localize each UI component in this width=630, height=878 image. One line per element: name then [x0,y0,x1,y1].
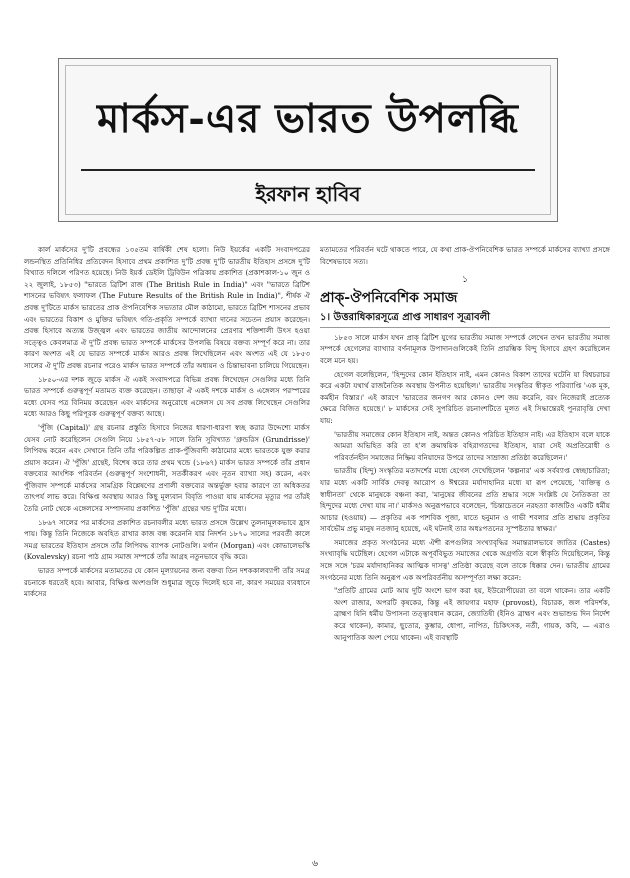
title-band [58,58,558,222]
body-paragraph: হেগেল বলেছিলেন, 'হিন্দুদের কোন ইতিহাস নাই, এমন কোনও বিকাশ তাদের ঘটেনি যা বিশ্বচরাচর করে একটা যথার্থ রাজনৈতিক অবস্থায় উপনীত হয়েছিল।' ভারতীয় সংস্কৃতির স্বীকৃত পরিব্যাপ্তি 'এক মূক, কর্মহীন বিস্তার।' এই কারণে 'ভারতের জনগণ আর কোনও দেশ জয় করেনি, বরং নিজেরাই প্রত্যেক ক্ষেত্রে বিজিত হয়েছে।' ৮ মার্কসের সেই সুপরিচিত রচনাংশটিতে মূলত এই সিদ্ধান্তেরই পুনরাবৃত্তি দেখা যায়: [320,369,610,425]
page-number: ৬ [312,859,318,869]
body-paragraph: ভারতীয় (হিন্দু) সংস্কৃতির মতাদর্শের মধ্যে হেগেল দেখেছিলেন 'কল্পনার' এক সর্বব্যাপ্ত স্বেচ্ছাচারিতা; যার মধ্যে একটি সার্বিক দেবত্ব আরোপ ও ঈশ্বরের মর্যাদাহানির মধ্যে যা রূপ পেয়েছে, 'ব্যক্তিত্ব ও স্বাধীনতা' থেকে মানুষকে বঞ্চনা করা, 'মানুষের জীবনের প্রতি শ্রদ্ধার সঙ্গে সংশ্লিষ্ট যে নৈতিকতা তা হিন্দুদের মধ্যে দেখা যায় না।' মার্কসও অনুরূপভাবে বলেছেন, 'চিন্তাচেতনে নরহত্যা কাজটিও একটি ধর্মীয় আচার (হওয়ায়) — প্রকৃতির এক পাশবিক পূজা, যাতে হনুমান ও গাভী শবলার প্রতি শ্রদ্ধায় প্রকৃতির সার্বভৌম প্রভু মানুষ নতজানু হয়েছে, এই ঘটনাই তার অধঃপতনের সুস্পষ্টতার স্বাক্ষর।' [320,466,610,534]
body-paragraph: 'পুঁজি (Capital)' গ্রন্থ রচনার প্রস্তুতি হিসাবে নিজের ধারণা-ধারণা স্বচ্ছ করার উদ্দেশ্যে মার্কস যেসব নোট করেছিলেন সেগুলি নিয়ে ১৮৫৭-৫৮ সালে তিনি সুবিখ্যাত 'গ্রুন্ডরিস (Grundrisse)' লিপিবদ্ধ করেন এবং সেখানে তিনি তাঁর পরিকল্পিত প্রাক-পুঁজিবাদী কাঠামোর মধ্যে ভারতকে যুক্ত করার প্রয়াস করেন। ঐ 'পুঁজি' গ্রন্থেই, বিশেষ করে তার প্রথম খন্ডে (১৮৬৭) মার্কস ভারত সম্পর্কে তাঁর প্রধান বক্তব্যের আংশিক পরিবর্তন (গুরুত্বপূর্ণ সংশোধনী, সতর্কীকরণ এবং নূতন ব্যাখ্যা সহ) করেন, এবং পুঁজিবাদ সম্পর্কে মার্কসের সামগ্রিক বিশ্লেষণের প্রণালী বক্তব্যের অন্তর্ভুক্ত হবার কারণে তা অধিকতর তাৎপর্য লাভ করে। বিক্ষিপ্ত অবস্থায় আরও কিছু মূল্যবান বিবৃতি পাওয়া যায় মার্কসের মৃত্যুর পর তাঁরই তৈরি নোট থেকে এঙ্গেলসের সম্পাদনায় প্রকাশিত 'পুঁজি' গ্রন্থের খন্ড দু'টির মধ্যে। [24,422,310,514]
subsection-title: ১। উত্তরাধিকারসূত্রে প্রাপ্ত সাধারণ সূত্রাবলী [320,311,610,328]
section-title: প্রাক্-ঔপনিবেশিক সমাজ [320,289,458,306]
body-paragraph: ভারত সম্পর্কে মার্কসের মতামতের যে কোন মূল্যায়নের জন্য বক্তব্য তিন দশককালব্যাপী তাঁর সমগ্র রচনাকে ধরতেই হবে। আবার, বিক্ষিপ্ত অংশগুলি শুধুমাত্র জুড়ে দিলেই হবে না, কারণ সময়ের ব্যবধানে মার্কসের [24,566,310,599]
body-paragraph: ১৮৫০-এর দশক জুড়ে মার্কস ঐ একই সংবাদপত্রে বিভিন্ন প্রবন্ধ লিখেছেন সেগুলির মধ্যে তিনি ভারত সম্পর্কে গুরুত্বপূর্ণ মতামত ব্যক্ত করেছেন। তাছাড়া ঐ একই দশকে মার্কস ও এঙ্গেলস পরস্পরের মধ্যে যেসব পত্র বিনিময় করেছেন এবং মার্কসের অনুরোধে এঙ্গেলস যে সব প্রবন্ধ লিখেছেন সেগুলির মধ্যে আরও কিছু পরিপূরক গুরুত্বপূর্ণ বক্তব্য আছে। [24,374,310,419]
body-paragraph: সমাজের প্রকৃত সংগঠনের মধ্যে ঐশী রূপগুলির সংখ্যাবৃদ্ধির সমান্তরালভাবে জাতির (Castes) সংখ্যাবৃদ্ধি ঘটেছিল। হেগেল এটাকে অপূর্ববিভুত সমাজের থেকে অগ্রগতি বলে স্বীকৃতি দিয়েছিলেন, কিন্তু সঙ্গে সঙ্গে 'চরম মর্যাদাহানিকর আত্মিক দাসত্ব' প্রতিষ্ঠা করেছে বলে তাকে ধিক্কার দেন। ভারতীয় গ্রামের সংগঠনের মধ্যে তিনি অনুরূপ এক অপরিবর্তনীয় অসম্পূর্ণতা লক্ষ্য করেন: [320,537,610,582]
title-rule [81,169,535,171]
body-paragraph: কার্ল মার্কসের দু'টি প্রবন্ধের ১৩৫তম বার্ষিকী শেষ হলো। নিউ ইয়র্কের একটি সংবাদপত্রের লন্ডনস্থিত প্রতিনিধির প্রতিবেদন হিসাবে প্রথম প্রকাশিত দু'টি প্রবন্ধ দু'টি ভারতীয় ইতিহাস প্রসঙ্গে দু'টি বিখ্যাত দলিলে পরিণত হয়েছে। নিউ ইয়র্ক ডেইলি ট্রিবিউন পত্রিকায় প্রকাশিত (প্রকাশকাল-১০ জুন ও ২২ জুলাই, ১৮৫৩) "ভারতে ব্রিটিশ রাজ (The British Rule in India)" এবং "ভারতে ব্রিটিশ শাসনের ভবিষ্যৎ ফলাফল (The Future Results of the British Rule in India)", শীর্ষক ঐ প্রবন্ধ দু'টিতে মার্কস ভারতের প্রাক ঔপনিবেশিক সভ্যতার মৌল কাঠামো, ভারতে ব্রিটিশ শাসনের প্রভাব এবং ভারতের বিকাশ ও মুক্তির ভবিষ্যৎ গতি-প্রকৃতি সম্পর্কে ব্যাখ্যা দানের সচেতন প্রয়াস করেছেন। প্রবন্ধ হিসাবে অত্যন্ত উজ্জ্বল এবং ভারতের জাতীয় আন্দোলনের প্রেরণার শক্তিশালী উৎস হওয়া সত্ত্বেও কেবলমাত্র ঐ দু'টি প্রবন্ধ ভারত সম্পর্কে মার্কসের উপলব্ধি বিষয়ে বক্তব্য সম্পূর্ণ করে না। তার কারণ অংশত এই যে ভারত সম্পর্কে মার্কস আরও প্রবন্ধ লিখেছিলেন এবং অংশত এই যে ১৮৫৩ সালের ঐ দু'টি প্রবন্ধ রচনার পরেও মার্কস ভারত সম্পর্কে তাঁর অধ্যয়ন ও চিন্তাভাবনা চালিয়ে গিয়েছেন। [24,245,310,370]
block-quote: 'ভারতীয় সমাজের কোন ইতিহাস নাই, অন্তত কোনও পরিচিত ইতিহাস নাই। এর ইতিহাস বলে যাকে আমরা অভিহিত করি তা হ'ল ক্রমান্বয়িক বহিরাগতদের ইতিহাস, যারা সেই অপ্রতিরোধী ও পরিবর্তনহীন সমাজের নিষ্ক্রিয় বনিয়াদের উপরে তাদের সাম্রাজ্য প্রতিষ্ঠা করেছিলেন।' [334,429,610,462]
left-column [24,244,310,602]
block-quote: "প্রতিটি গ্রামের মোট আয় দুটি অংশে ভাগ করা হয়, ইউরোপীয়েরা তা বলে থাকেন। তার একটি অংশ রাজার, অপরটি কৃষকের, কিন্তু এই জায়গার মহাফ (provost), বিচারক, জল পরিদর্শক, ব্রাহ্মণ যিনি ধর্মীয় উপাসনা তত্ত্বাবধান করেন, জ্যোতিষী (ইনিও ব্রাহ্মণ এবং শুভাশুভ দিন নির্দেশ করে থাকেন), কামার, ছুতোর, কুম্ভার, ধোপা, নাপিত, চিকিৎসক, নর্তী, গায়ক, কবি, — এরাও আনুপাতিক অংশ পেয়ে থাকেন। এই ব্যবস্থাটি [334,586,610,642]
body-paragraph: ১৮৫৩ সালে মার্কস যখন প্রাক্ ব্রিটিশ যুগের ভারতীয় সমাজ সম্পর্কে লেখেন তখন ভারতীয় সমাজ সম্পর্কে হেগেলের ব্যাখ্যার বর্ণনামূলক উপাদানগুলিকেই তিনি প্রারম্ভিক বিন্দু হিসাবে গ্রহণ করেছিলেন বলে মনে হয়। [320,332,610,365]
article-title: মার্কস-এর ভারত উপলব্ধি [97,95,519,142]
section-number: ১ [462,275,468,286]
author-name: ইরফান হাবিব [255,182,361,206]
body-paragraph: ১৮৬৭ সালের পর মার্কসের প্রকাশিত রচনাবলীর মধ্যে ভারত প্রসঙ্গে উল্লেখ তুলনামূলকভাবে হ্রাস পায়। কিন্তু তিনি নিজেকে অবহিত রাখার কাজ বন্ধ করেননি যার নিদর্শন ১৮৭০ সালের পরবর্তী কালে সমগ্র ভারতের ইতিহাস প্রসঙ্গে তাঁর লিপিবদ্ধ ব্যাপক নোটগুলি। মর্গান (Morgan) এবং কোভালেভস্কি (Kovalevsky) রচনা পাঠ গ্রাম সমাজ সম্পর্কে তাঁর আগ্রহ নতুনভাবে বৃদ্ধি করে। [24,517,310,562]
body-paragraph: মতামতের পরিবর্তন ঘটে থাকতে পারে, যে কথা প্রাক-ঔপনিবেশিক ভারত সম্পর্কে মার্কসের ব্যাখ্যা প্রসঙ্গে বিশেষভাবে সত্য। [320,245,610,266]
right-column [320,244,610,645]
